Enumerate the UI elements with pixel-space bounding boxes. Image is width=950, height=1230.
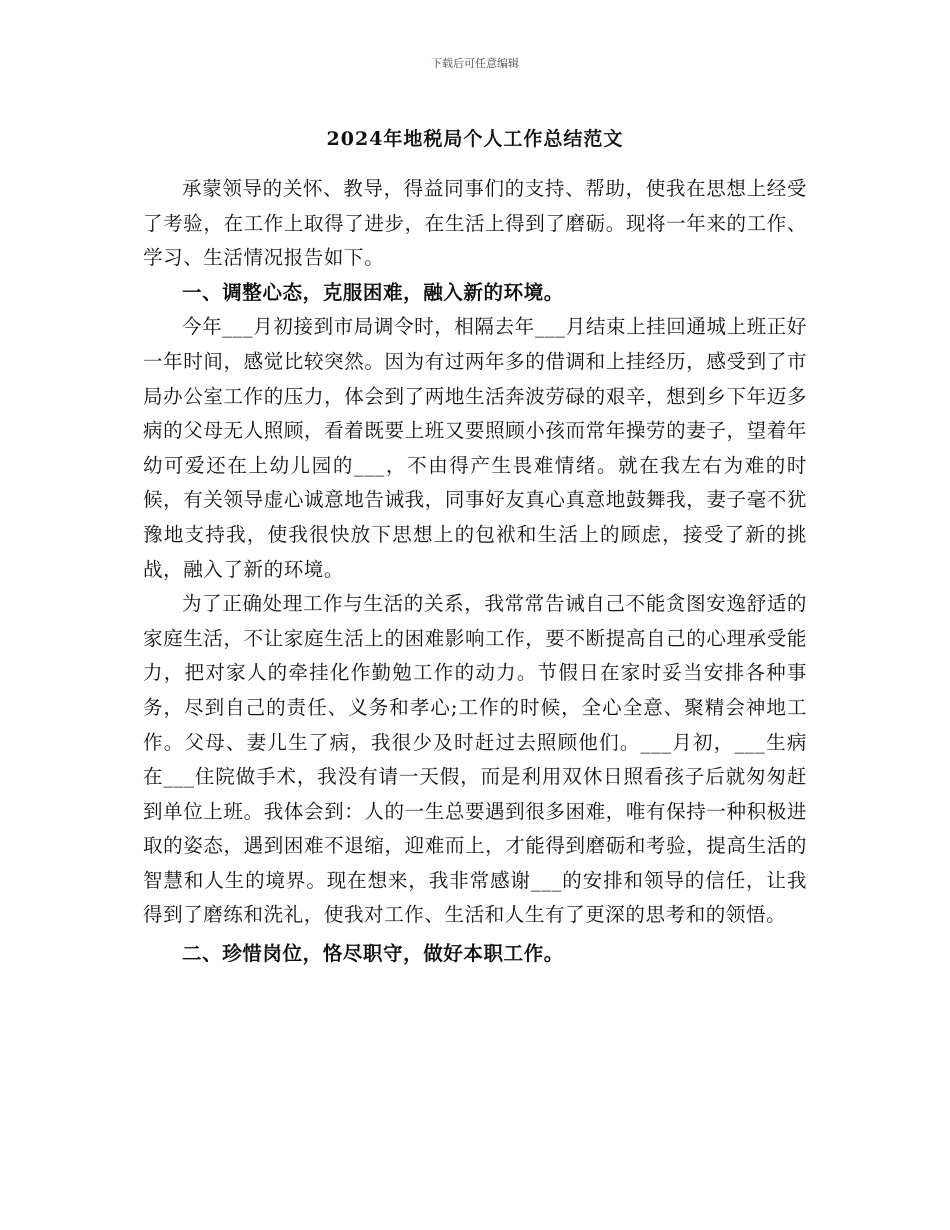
document-body [143,172,807,972]
section-1-paragraph-2: 为了正确处理工作与生活的关系，我常常告诫自己不能贪图安逸舒适的家庭生活，不让家庭生活上的困难影响工作，要不断提高自己的心理承受能力，把对家人的牵挂化作勤勉工作的动力。节假日在家时妥当安排各种事务，尽到自己的责任、义务和孝心;工作的时候，全心全意、聚精会神地工作。父母、妻儿生了病，我很少及时赶过去照顾他们。___月初，___生病在___住院做手术，我没有请一天假，而是利用双休日照看孩子后就匆匆赶到单位上班。我体会到：人的一生总要遇到很多困难，唯有保持一种积极进取的姿态，遇到困难不退缩，迎难而上，才能得到磨砺和考验，提高生活的智慧和人生的境界。现在想来，我非常感谢___的安排和领导的信任，让我得到了磨练和洗礼，使我对工作、生活和人生有了更深的思考和的领悟。 [143,592,807,927]
header-note: 下载后可任意编辑 [431,57,519,70]
intro-paragraph: 承蒙领导的关怀、教导，得益同事们的支持、帮助，使我在思想上经受了考验，在工作上取得了进步，在生活上得到了磨砺。现将一年来的工作、学习、生活情况报告如下。 [143,177,807,270]
section-1-heading: 一、调整心态，克服困难，融入新的环境。 [182,280,564,304]
section-2-heading: 二、珍惜岗位，恪尽职守，做好本职工作。 [182,942,564,966]
section-1-paragraph-1: 今年___月初接到市局调令时，相隔去年___月结束上挂回通城上班正好一年时间，感觉比较突然。因为有过两年多的借调和上挂经历，感受到了市局办公室工作的压力，体会到了两地生活奔波劳碌的艰辛，想到乡下年迈多病的父母无人照顾，看着既要上班又要照顾小孩而常年操劳的妻子，望着年幼可爱还在上幼儿园的___，不由得产生畏难情绪。就在我左右为难的时候，有关领导虚心诚意地告诫我，同事好友真心真意地鼓舞我，妻子毫不犹豫地支持我，使我很快放下思想上的包袱和生活上的顾虑，接受了新的挑战，融入了新的环境。 [143,315,807,581]
document-title: 2024年地税局个人工作总结范文 [326,128,624,150]
